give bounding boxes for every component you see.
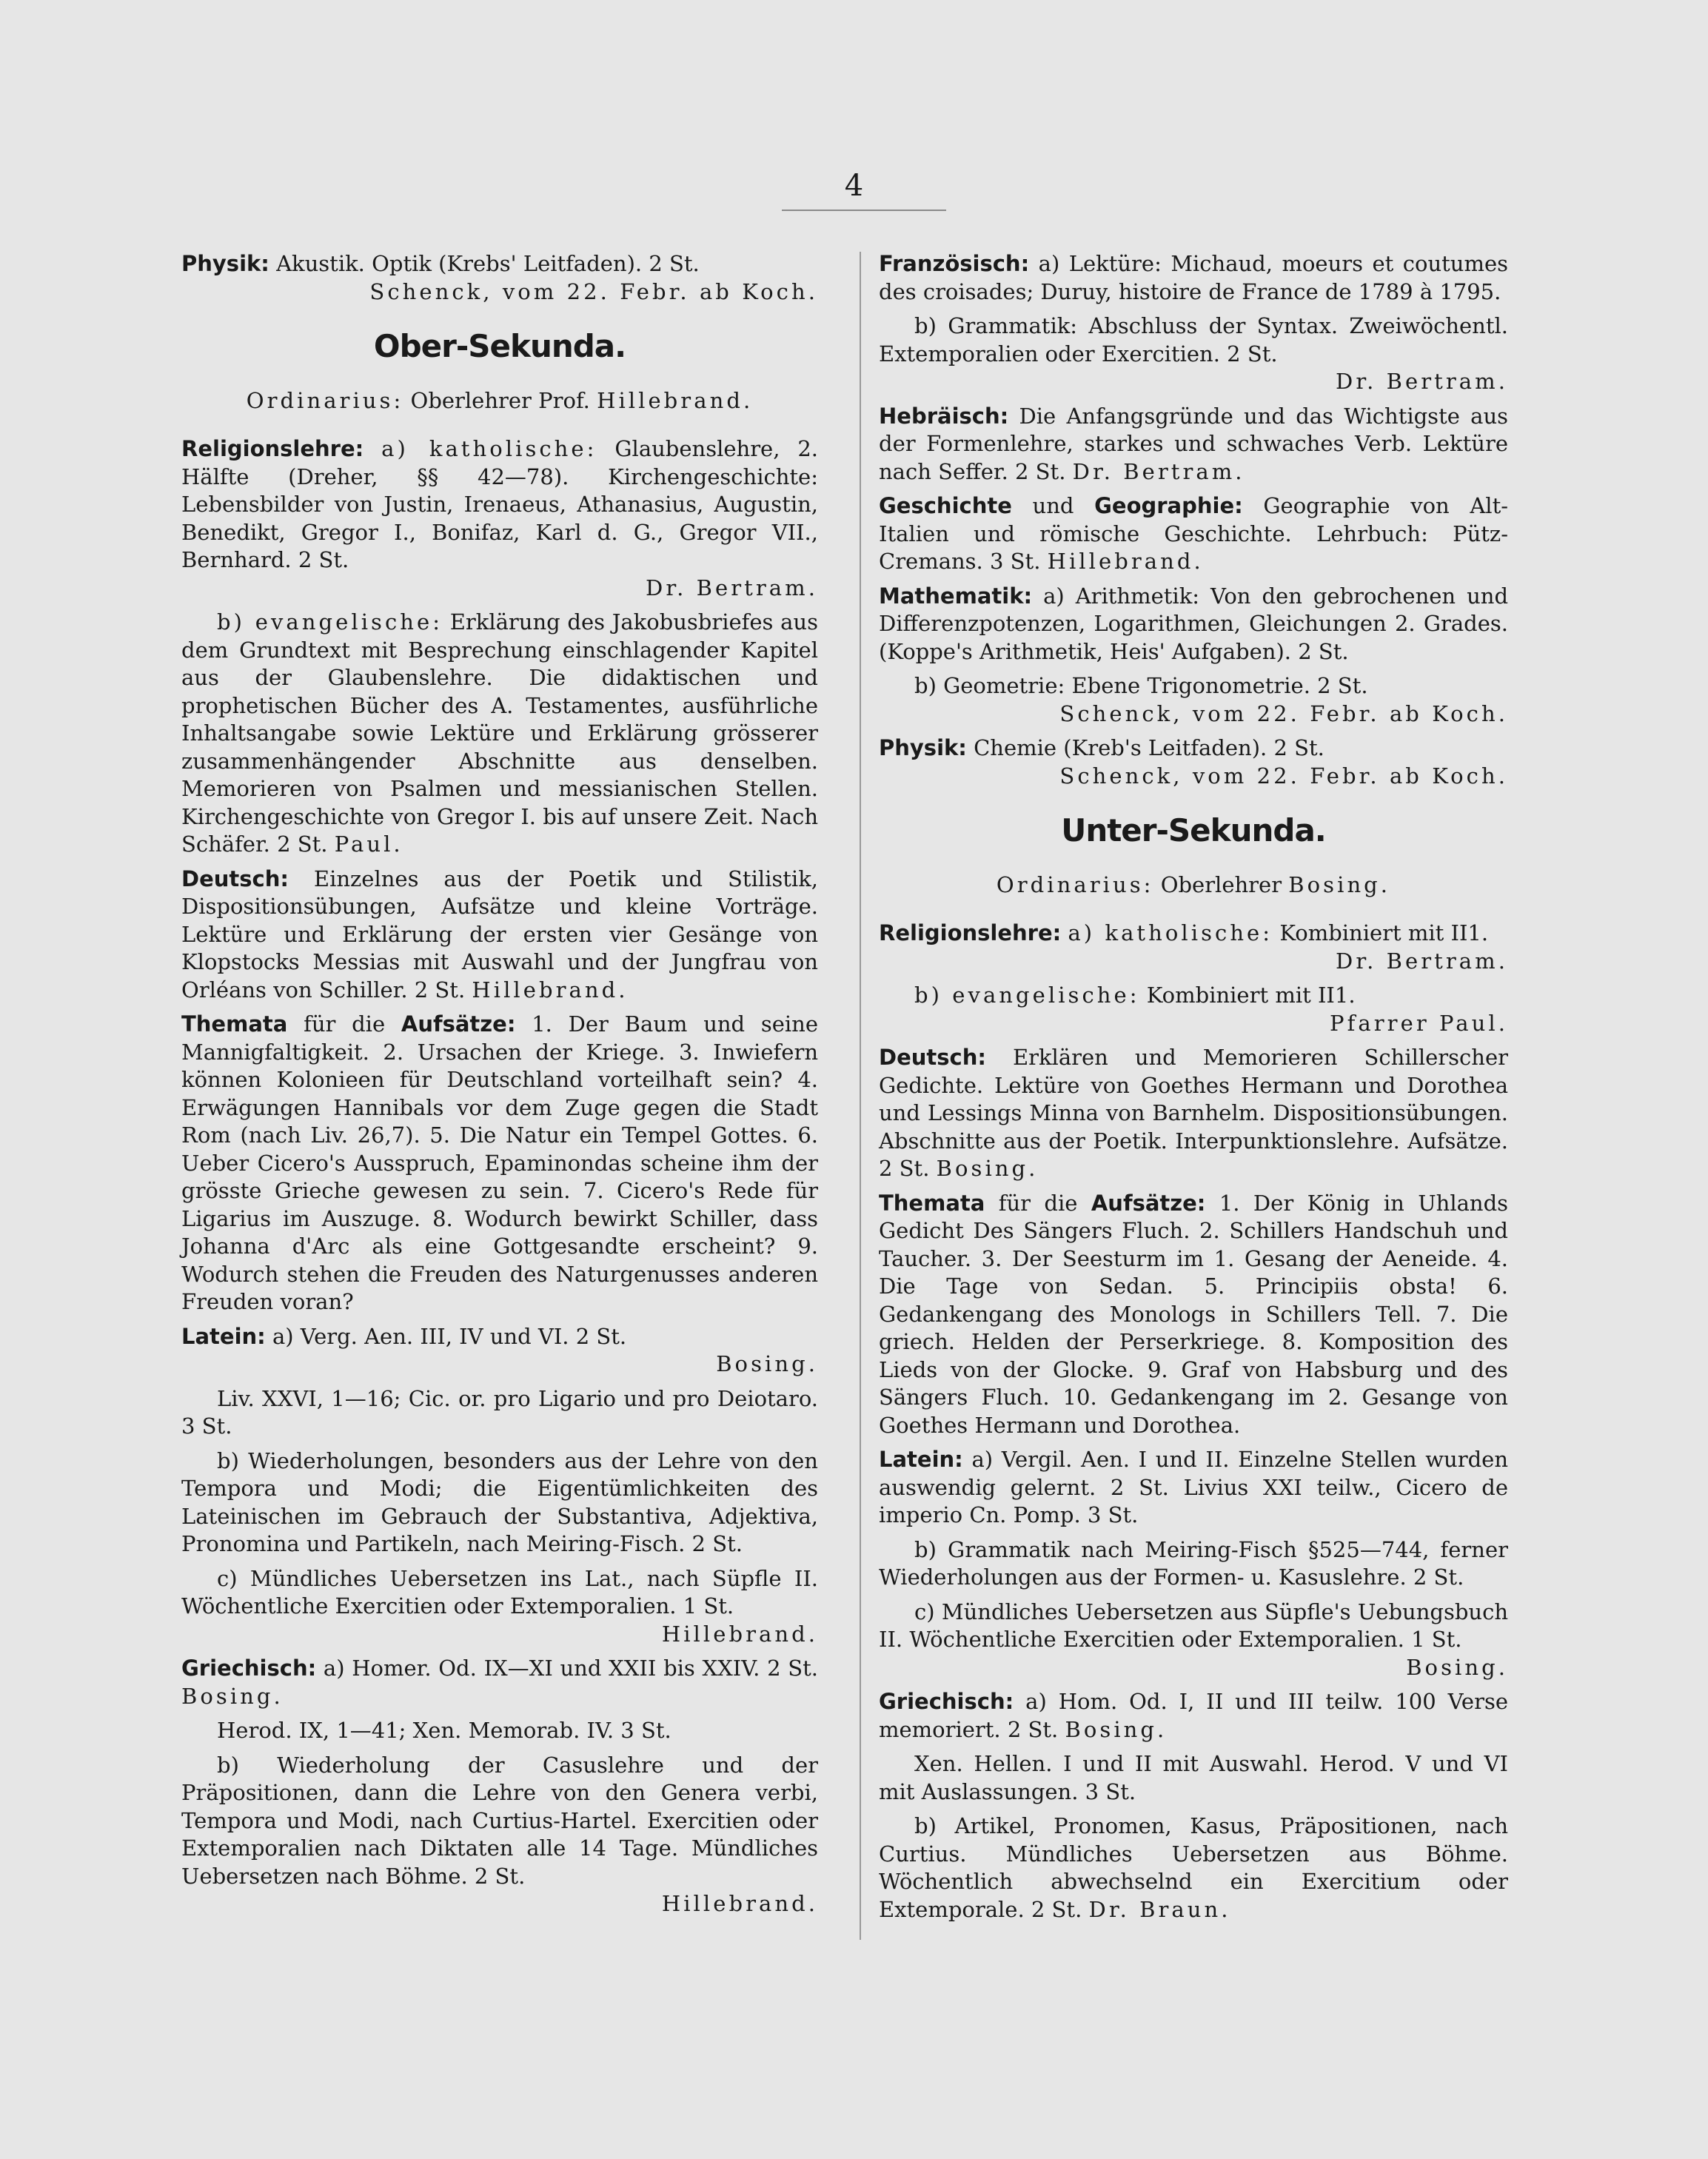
gesch-entry: Geschichte und Geographie: Geographie von Alt-Italien und römische Geschichte. Lehrbuch: Pütz-Cremans. 3 St. Hillebrand. xyxy=(879,493,1509,574)
deutsch-entry-right: Deutsch: Erklären und Memorieren Schillerscher Gedichte. Lektüre von Goethes Hermann und Dorothea und Lessings Minna von Barnhelm. Dispositionsübungen. Abschnitte aus der Poetik. Interpunktionslehre. Aufsätze. 2 St. Bosing. xyxy=(879,1045,1508,1181)
religion-entry-right: Religionslehre: a) katholische: Kombiniert mit II1. Dr. Bertram. xyxy=(879,920,1508,974)
griechisch-xen-right: Xen. Hellen. I und II mit Auswahl. Herod. V und VI mit Auslassungen. 3 St. xyxy=(879,1751,1508,1804)
header-rule xyxy=(782,210,946,211)
mathe-entry: Mathematik: a) Arithmetik: Von den gebrochenen und Differenzpotenzen, Logarithmen, Gleichungen 2. Grades. (Koppe's Arithmetik, Heis' Aufgaben). 2 St. xyxy=(879,583,1509,664)
deutsch-entry: Deutsch: Einzelnes aus der Poetik und Stilistik, Dispositionsübungen, Aufsätze und kleine Vorträge. Lektüre und Erklärung der ersten vier Gesänge von Klopstocks Messias mit Auswahl und der Jungfrau von Orléans von Schiller. 2 St. Hillebrand. xyxy=(181,866,818,1002)
franz-b: b) Grammatik: Abschluss der Syntax. Zweiwöchentl. Extemporalien oder Exercitien. 2 St. Dr. Bertram. xyxy=(879,313,1508,394)
griechisch-herod: Herod. IX, 1—41; Xen. Memorab. IV. 3 St. xyxy=(217,1718,672,1743)
latein-entry-right: Latein: a) Vergil. Aen. I und II. Einzelne Stellen wurden auswendig gelernt. 2 St. Livius XXI teilw., Cicero de imperio Cn. Pomp. 3 St. xyxy=(879,1447,1508,1527)
griechisch-b-right: b) Artikel, Pronomen, Kasus, Präpositionen, nach Curtius. Mündliches Uebersetzen aus Böhme. Wöchentlich abwechselnd ein Exercitium oder Extemporale. 2 St. Dr. Braun. xyxy=(879,1813,1508,1922)
physik-entry-right: Physik: Chemie (Kreb's Leitfaden). 2 St. Schenck, vom 22. Febr. ab Koch. xyxy=(879,735,1508,789)
franz-entry: Französisch: a) Lektüre: Michaud, moeurs et coutumes des croisades; Duruy, histoire de France de 1789 à 1795. xyxy=(879,251,1509,304)
section-heading-ober-sekunda: Ober-Sekunda. xyxy=(373,328,626,364)
section-heading-unter-sekunda: Unter-Sekunda. xyxy=(1061,812,1326,848)
latein-b-right: b) Grammatik nach Meiring-Fisch §525—744, ferner Wiederholungen aus der Formen- u. Kasuslehre. 2 St. xyxy=(879,1536,1508,1590)
religion-evangelisch: b) evangelische: Erklärung des Jakobusbriefes aus dem Grundtext mit Besprechung einschlagender Kapitel aus der Glaubenslehre. Die didaktischen und prophetischen Bücher des A. Testamentes, ausführliche Inhaltsangabe sowie Lektüre und Erklärung grösserer zusammenhängender Abschnitte aus denselben. Memorieren von Psalmen und messianischen Stellen. Kirchengeschichte von Gregor I. bis auf unsere Zeit. Nach Schäfer. 2 St. Paul. xyxy=(181,609,819,857)
left-column xyxy=(181,250,818,1925)
ordinarius-line: Ordinarius: Oberlehrer Prof. Hillebrand. xyxy=(246,387,754,413)
religion-evangelisch-right: b) evangelische: Kombiniert mit II1. Pfarrer Paul. xyxy=(914,983,1508,1036)
latein-c-right: c) Mündliches Uebersetzen aus Süpfle's Uebungsbuch II. Wöchentliche Exercitien oder Extemporalien. 1 St. Bosing. xyxy=(879,1599,1508,1680)
griechisch-b: b) Wiederholung der Casuslehre und der Präpositionen, dann die Lehre von den Genera verbi, Tempora und Modi, nach Curtius-Hartel. Exercitien oder Extemporalien nach Diktaten alle 14 Tage. Mündliches Uebersetzen nach Böhme. 2 St. Hillebrand. xyxy=(181,1752,818,1916)
mathe-b: b) Geometrie: Ebene Trigonometrie. 2 St. Schenck, vom 22. Febr. ab Koch. xyxy=(914,673,1508,726)
column-divider xyxy=(860,252,861,1940)
hebr-entry: Hebräisch: Die Anfangsgründe und das Wichtigste aus der Formenlehre, starkes und schwaches Verb. Lektüre nach Seffer. 2 St. Dr. Bertram. xyxy=(879,403,1508,484)
right-column xyxy=(879,250,1508,1930)
griechisch-entry-right: Griechisch: a) Hom. Od. I, II und III teilw. 100 Verse memoriert. 2 St. Bosing. xyxy=(879,1689,1508,1742)
latein-liv: Liv. XXVI, 1—16; Cic. or. pro Ligario und pro Deiotaro. 3 St. xyxy=(181,1385,818,1439)
griechisch-entry: Griechisch: a) Homer. Od. IX—XI und XXII bis XXIV. 2 St. Bosing. xyxy=(181,1656,818,1709)
physik-entry: Physik: Akustik. Optik (Krebs' Leitfaden). 2 St. Schenck, vom 22. Febr. ab Koch. xyxy=(181,251,818,304)
latein-entry: Latein: a) Verg. Aen. III, IV und VI. 2 St. Bosing. xyxy=(181,1323,818,1376)
religion-entry: Religionslehre: a) katholische: Glaubenslehre, 2. Hälfte (Dreher, §§ 42—78). Kirchengeschichte: Lebensbilder von Justin, Irenaeus, Athanasius, Augustin, Benedikt, Gregor I., Bonifaz, Karl d. G., Gregor VII., Bernhard. 2 St. Dr. Bertram. xyxy=(181,436,819,600)
page-number: 4 xyxy=(844,169,864,203)
themata-entry: Themata für die Aufsätze: 1. Der Baum und seine Mannigfaltigkeit. 2. Ursachen der Kriege. 3. Inwiefern können Kolonieen für Deutschland vorteilhaft sein? 4. Erwägungen Hannibals vor dem Zuge gegen die Stadt Rom (nach Liv. 26,7). 5. Die Natur ein Tempel Gottes. 6. Ueber Cicero's Ausspruch, Epaminondas scheine ihm der grösste Grieche gewesen zu sein. 7. Cicero's Rede für Ligarius im Auszuge. 8. Wodurch bewirkt Schiller, dass Johanna d'Arc als eine Gottgesandte erscheint? 9. Wodurch stehen die Freuden des Naturgenusses anderen Freuden voran? xyxy=(181,1011,819,1314)
ordinarius-line-right: Ordinarius: Oberlehrer Bosing. xyxy=(996,871,1391,897)
themata-entry-right: Themata für die Aufsätze: 1. Der König in Uhlands Gedicht Des Sängers Fluch. 2. Schillers Handschuh und Taucher. 3. Der Seesturm im 1. Gesang der Aeneide. 4. Die Tage von Sedan. 5. Principiis obsta! 6. Gedankengang des Monologs in Schillers Tell. 7. Die griech. Helden der Perserkriege. 8. Komposition des Lieds von der Glocke. 9. Graf von Habsburg und des Sängers Fluch. 10. Gedankengang im 2. Gesange von Goethes Hermann und Dorothea. xyxy=(879,1190,1509,1438)
latein-b: b) Wiederholungen, besonders aus der Lehre von den Tempora und Modi; die Eigentümlichkeiten des Lateinischen im Gebrauch der Substantiva, Adjektiva, Pronomina und Partikeln, nach Meiring-Fisch. 2 St. xyxy=(181,1447,818,1556)
latein-c: c) Mündliches Uebersetzen ins Lat., nach Süpfle II. Wöchentliche Exercitien oder Extemporalien. 1 St. Hillebrand. xyxy=(181,1565,818,1647)
